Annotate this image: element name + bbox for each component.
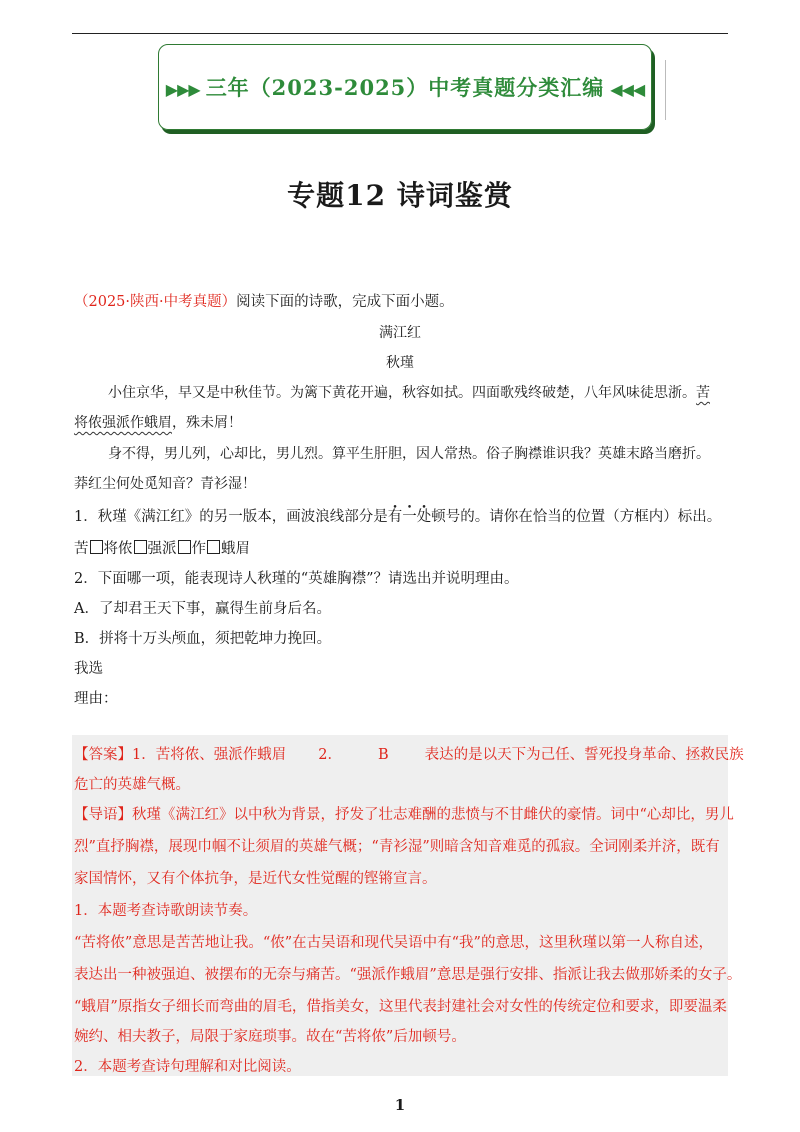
answer-box[interactable]: [90, 540, 103, 554]
guide-line-2: 烈”直抒胸襟，展现巾帼不让须眉的英雄气概；“青衫湿”则暗含知音难觅的孤寂。全词刚柔并济，既有: [74, 839, 720, 855]
q1-char: 蛾眉: [221, 541, 250, 557]
answer-box[interactable]: [207, 540, 220, 554]
question-2: 2．下面哪一项，能表现诗人秋瑾的“英雄胸襟”？请选出并说明理由。: [74, 571, 519, 587]
answer-2-num: 2．: [318, 747, 342, 763]
header-rule: [72, 33, 728, 34]
explain-1-line-3: “蛾眉”原指女子细长而弯曲的眉毛，借指美女，这里代表封建社会对女性的传统定位和要求，即要温柔: [74, 999, 727, 1015]
guide-text: 秋瑾《满江红》以中秋为背景，抒发了壮志难酬的悲愤与不甘雌伏的豪情。词中“心却比，男儿: [132, 807, 734, 823]
answer-2-choice: B: [377, 747, 389, 763]
guide-line-1: [74, 805, 734, 825]
choose-label: 我选: [74, 661, 103, 677]
poem-line-4: 莽红尘何处觅知音？青衫湿！: [74, 476, 256, 492]
banner-title: [159, 72, 651, 102]
guide-label: 【导语】: [74, 807, 132, 823]
poem-line-3: 身不得，男儿列，心却比，男儿烈。算平生肝胆，因人常热。俗子胸襟谁识我？英雄末路当磨折。: [108, 446, 710, 462]
question-1: [74, 507, 721, 527]
q1-text: 1．秋瑾《满江红》的另一版本，画波浪线部分是: [74, 509, 388, 525]
right-arrows-icon: ▶▶▶: [165, 80, 200, 99]
question-intro: [74, 292, 454, 312]
answer-line-2: 危亡的英雄气概。: [74, 777, 190, 793]
emphasis-char: 有: [387, 509, 403, 525]
poem-wavy-text: 苦: [696, 385, 710, 401]
reason-label: 理由：: [74, 691, 118, 707]
guide-line-3: 家国情怀，又有个体抗争，是近代女性觉醒的铿锵宣言。: [74, 871, 437, 887]
answer-box[interactable]: [134, 540, 147, 554]
q1-char: 将侬: [103, 541, 133, 557]
answer-line-1: [74, 745, 744, 765]
option-b: B．拼将十万头颅血，须把乾坤力挽回。: [74, 631, 332, 647]
explain-1-title: 1．本题考查诗歌朗读节奏。: [74, 903, 258, 919]
banner-label: 三年（2023-2025）中考真题分类汇编: [205, 75, 605, 100]
q1-text: 顿号的。请你在恰当的位置（方框内）标出。: [431, 509, 722, 525]
answer-box[interactable]: [178, 540, 191, 554]
explain-2-title: 2．本题考查诗句理解和对比阅读。: [74, 1059, 301, 1075]
answer-2-reason: 表达的是以天下为己任、誓死投身革命、拯救民族: [424, 747, 744, 763]
poem-line-2: [74, 413, 242, 433]
answer-label: 【答案】: [74, 747, 132, 763]
q1-char: 苦: [74, 541, 89, 557]
poem-wavy-text: 将侬强派作蛾眉: [74, 415, 172, 431]
poem-title: 满江红: [379, 325, 421, 341]
page-title: 专题12 诗词鉴赏: [287, 179, 513, 212]
poem-author: 秋瑾: [386, 355, 414, 371]
emphasis-char: 一: [402, 509, 417, 525]
answer-1: 1．苦将侬、强派作蛾眉: [132, 747, 287, 763]
q1-blank-line: [74, 539, 250, 559]
question-instruction: 阅读下面的诗歌，完成下面小题。: [236, 294, 454, 310]
explain-1-line-1: “苦将侬”意思是苦苦地让我。“侬”在古吴语和现代吴语中有“我”的意思，这里秋瑾以第一人称自述，: [74, 935, 713, 951]
q1-char: 作: [191, 541, 206, 557]
explain-1-line-4: 婉约、相夫教子，局限于家庭琐事。故在“苦将侬”后加顿号。: [74, 1029, 466, 1045]
option-a: A．了却君王天下事，赢得生前身后名。: [74, 601, 331, 617]
series-banner: [158, 44, 652, 130]
emphasis-char: 处: [416, 509, 432, 525]
explain-1-line-2: 表达出一种被强迫、被摆布的无奈与痛苦。“强派作蛾眉”意思是强行安排、指派让我去做那娇柔的女子。: [74, 967, 742, 983]
q1-char: 强派: [147, 541, 177, 557]
question-source: （2025·陕西·中考真题）: [74, 294, 237, 310]
poem-line-1: [108, 383, 710, 403]
poem-text: 小住京华，早又是中秋佳节。为篱下黄花开遍，秋容如拭。四面歌残终破楚，八年风味徒思浙。: [108, 385, 696, 401]
page-number: 1: [394, 1096, 406, 1114]
poem-text: ，殊未屑！: [172, 415, 242, 431]
left-arrows-icon: ◀◀◀: [610, 80, 645, 99]
banner-edge: [665, 60, 669, 120]
